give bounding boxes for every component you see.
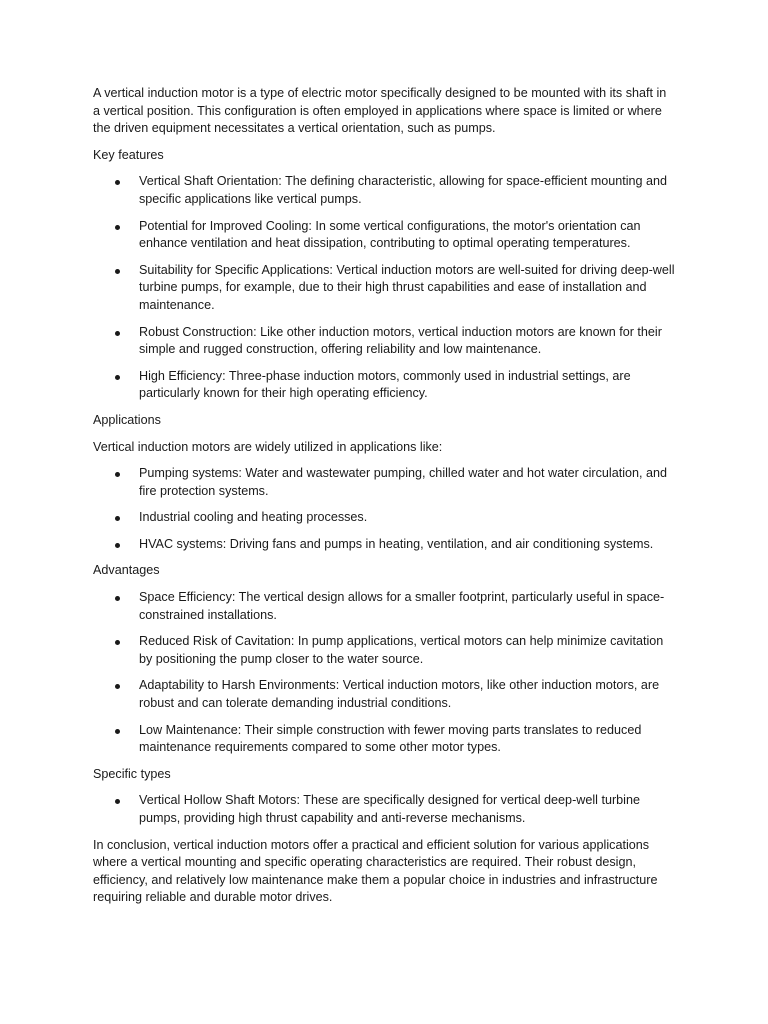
list-item	[93, 792, 675, 827]
bullet-icon	[115, 543, 120, 548]
applications-heading: Applications	[93, 412, 161, 427]
list-item-text: Industrial cooling and heating processes.	[139, 510, 368, 525]
applications-list	[93, 465, 675, 553]
list-item-text: Low Maintenance: Their simple construction with fewer moving parts translates to reduced maintenance requirements compared to some other motor types.	[139, 722, 642, 755]
advantages-list	[93, 589, 675, 757]
bullet-icon	[115, 596, 120, 601]
bullet-icon	[115, 640, 120, 645]
key-features-list	[93, 173, 675, 403]
applications-intro: Vertical induction motors are widely utilized in applications like:	[93, 439, 443, 454]
list-item	[93, 633, 675, 668]
list-item-text: Robust Construction: Like other induction motors, vertical induction motors are known for their simple and rugged construction, offering reliability and low maintenance.	[139, 324, 662, 357]
intro-paragraph: A vertical induction motor is a type of electric motor specifically designed to be mounted with its shaft in a vertical position. This configuration is often employed in applications where space is limited or where the driven equipment necessitates a vertical orientation, such as pumps.	[93, 86, 667, 136]
bullet-icon	[115, 729, 120, 734]
list-item	[93, 509, 675, 527]
list-item-text: Vertical Hollow Shaft Motors: These are specifically designed for vertical deep-well turbine pumps, providing high thrust capability and anti-reverse mechanisms.	[139, 793, 640, 825]
list-item	[93, 324, 675, 359]
list-item	[93, 262, 675, 315]
list-item	[93, 677, 675, 712]
bullet-icon	[115, 331, 120, 336]
list-item	[93, 173, 675, 208]
bullet-icon	[115, 375, 120, 380]
specific-types-list	[93, 792, 675, 827]
list-item-text: Vertical Shaft Orientation: The defining characteristic, allowing for space-efficient mounting and specific applications like vertical pumps.	[139, 174, 668, 206]
bullet-icon	[115, 225, 120, 230]
bullet-icon	[115, 269, 120, 274]
list-item-text: High Efficiency: Three-phase induction motors, commonly used in industrial settings, are particularly known for their high operating efficiency.	[139, 368, 631, 401]
list-item	[93, 368, 675, 403]
list-item-text: Suitability for Specific Applications: Vertical induction motors are well-suited for driving deep-well turbine pumps, for example, due to their high thrust capabilities and ease of installation and maintenance.	[139, 262, 675, 312]
list-item-text: Adaptability to Harsh Environments: Vertical induction motors, like other induction motors, are robust and can tolerate demanding industrial conditions.	[139, 678, 660, 711]
bullet-icon	[115, 180, 120, 185]
list-item	[93, 465, 675, 500]
list-item-text: Space Efficiency: The vertical design allows for a smaller footprint, particularly useful in space-constrained installations.	[139, 590, 665, 622]
list-item	[93, 589, 675, 624]
list-item	[93, 722, 675, 757]
advantages-heading: Advantages	[93, 563, 160, 578]
list-item	[93, 536, 675, 554]
key-features-heading: Key features	[93, 147, 164, 162]
bullet-icon	[115, 799, 120, 804]
bullet-icon	[115, 516, 120, 521]
bullet-icon	[115, 684, 120, 689]
list-item-text: Potential for Improved Cooling: In some vertical configurations, the motor's orientation can enhance ventilation and heat dissipation, contributing to optimal operating temperatures.	[139, 218, 641, 251]
list-item-text: HVAC systems: Driving fans and pumps in heating, ventilation, and air conditioning systems.	[139, 536, 654, 551]
list-item-text: Reduced Risk of Cavitation: In pump applications, vertical motors can help minimize cavitation by positioning the pump closer to the water source.	[139, 634, 664, 666]
list-item-text: Pumping systems: Water and wastewater pumping, chilled water and hot water circulation, and fire protection systems.	[139, 466, 668, 498]
specific-types-heading: Specific types	[93, 766, 171, 781]
conclusion-paragraph: In conclusion, vertical induction motors offer a practical and efficient solution for various applications where a vertical mounting and specific operating characteristics are required. Their robust design, efficiency, and relatively low maintenance make them a popular choice in industries and infrastructure requiring reliable and durable motor drives.	[93, 837, 658, 905]
list-item	[93, 218, 675, 253]
bullet-icon	[115, 472, 120, 477]
document-page	[93, 85, 675, 916]
